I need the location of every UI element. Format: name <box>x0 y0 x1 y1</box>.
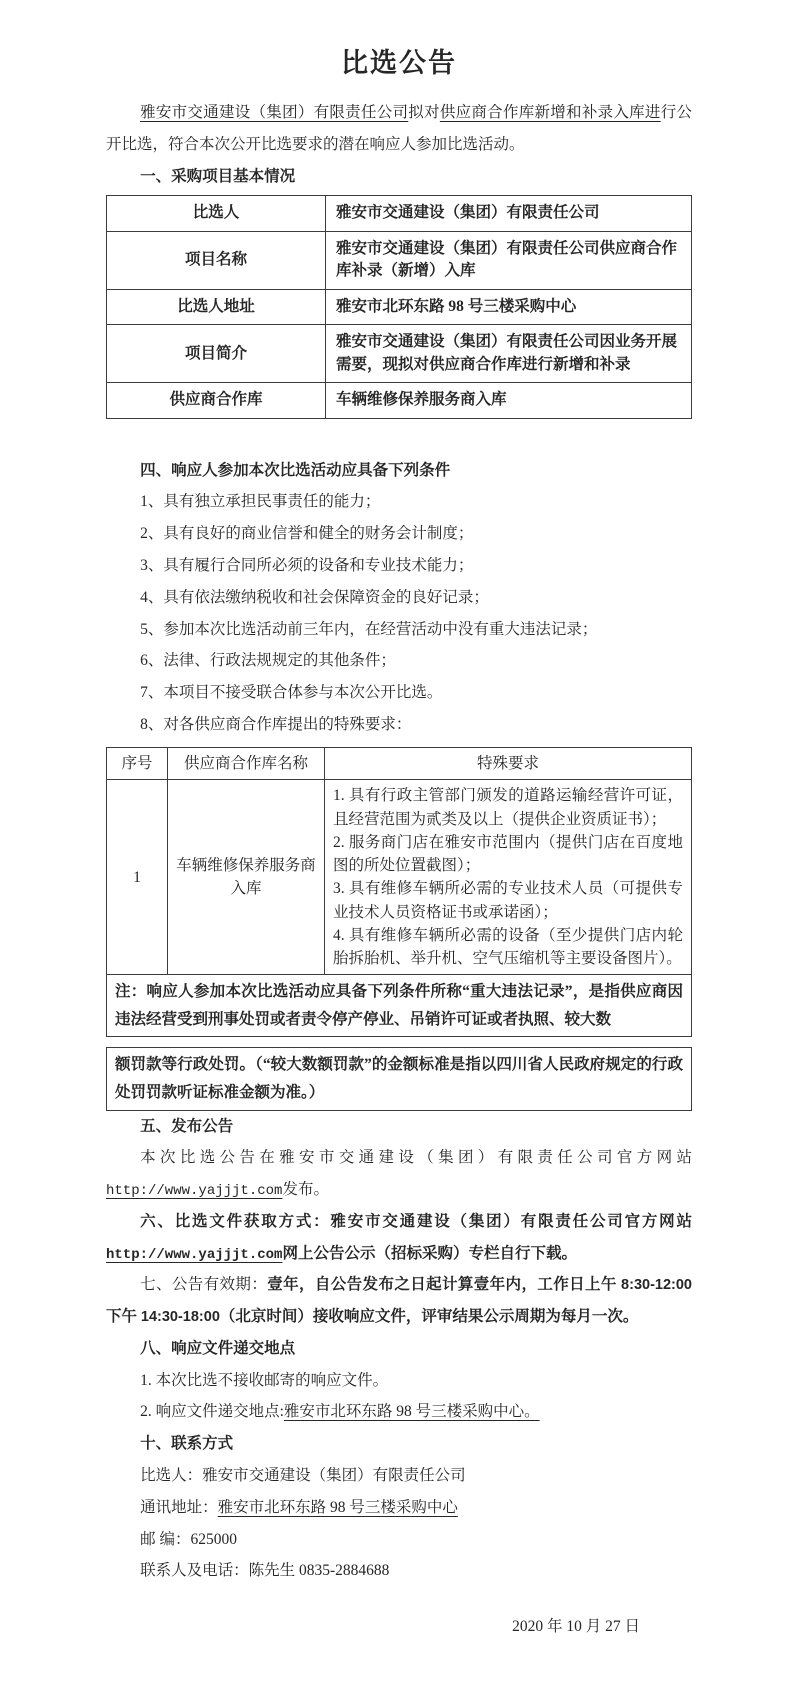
text-run: 供应商合作库新增和补录入库进 <box>439 104 661 122</box>
text-run: 2. 响应文件递交地点: <box>140 1403 284 1421</box>
requirements-cell <box>325 780 692 975</box>
table-row <box>107 325 692 383</box>
document-date: 2020 年 10 月 27 日 <box>512 1618 640 1636</box>
table-row <box>107 289 692 324</box>
header-cell-no: 序号 <box>107 747 168 780</box>
row-value: 雅安市北环东路 98 号三楼采购中心 <box>326 289 692 324</box>
library-name-cell: 车辆维修保养服务商入库 <box>168 780 325 975</box>
serial-cell: 1 <box>107 780 168 975</box>
section-heading-conditions: 四、响应人参加本次比选活动应具备下列条件 <box>140 461 451 479</box>
section-heading-delivery: 八、响应文件递交地点 <box>140 1339 296 1357</box>
note-box-part2: 额罚款等行政处罚。（“较大数额罚款”的金额标准是指以四川省人民政府规定的行政处罚罚款听证标准金额为准。） <box>106 1047 692 1110</box>
condition-item: 1、具有独立承担民事责任的能力； <box>140 493 381 511</box>
section-heading-basic-info: 一、采购项目基本情况 <box>140 167 296 185</box>
text-run: 雅安市交通建设（集团）有限责任公司 <box>140 104 409 122</box>
note-box-part1: 注：响应人参加本次比选活动应具备下列条件所称“重大违法记录”，是指供应商因违法经营受到刑事处罚或者责令停产停业、吊销许可证或者执照、较大数 <box>106 974 692 1037</box>
condition-item: 6、法律、行政法规规定的其他条件； <box>140 652 396 670</box>
text-run: 壹年，自公告发布之日起计算壹年内，工作日上午 <box>267 1276 622 1294</box>
row-label: 比选人地址 <box>107 289 326 324</box>
contact-line-address <box>106 1492 692 1524</box>
condition-item: 3、具有履行合同所必须的设备和专业技术能力； <box>140 556 474 574</box>
text-run: 本次比选公告在雅安市交通建设（集团）有限责任公司官方网站 <box>140 1149 692 1167</box>
project-info-table <box>106 195 692 418</box>
row-value: 车辆维修保养服务商入库 <box>326 383 692 418</box>
special-requirements-table <box>106 747 692 976</box>
table-row <box>107 383 692 418</box>
condition-item: 7、本项目不接受联合体参与本次公开比选。 <box>140 684 443 702</box>
document-acquisition-paragraph <box>106 1206 692 1270</box>
text-run: 比选人：雅安市交通建设（集团）有限责任公司 <box>140 1466 466 1484</box>
text-run: 雅安市北环东路 98 号三楼采购中心 <box>217 1498 458 1516</box>
text-run: 拟对 <box>408 104 440 122</box>
text-run: 1. 本次比选不接收邮寄的响应文件。 <box>140 1371 389 1389</box>
header-cell-requirements: 特殊要求 <box>325 747 692 780</box>
delivery-item <box>106 1365 692 1397</box>
header-cell-name: 供应商合作库名称 <box>168 747 325 780</box>
text-run: 8:30-12:00 <box>621 1277 692 1294</box>
text-run: 通讯地址： <box>140 1498 218 1516</box>
requirement-item: 3. 具有维修车辆所必需的专业技术人员（可提供专业技术人员资格证书或承诺函）； <box>333 880 683 921</box>
requirement-item: 4. 具有维修车辆所必需的设备（至少提供门店内轮胎拆胎机、举升机、空气压缩机等主要设备图片）。 <box>333 926 683 967</box>
row-label: 比选人 <box>107 196 326 231</box>
text-run: 发布。 <box>282 1181 329 1199</box>
section-spacer <box>106 419 692 455</box>
text-run: 六、比选文件获取方式：雅安市交通建设（集团）有限责任公司官方网站 <box>140 1212 692 1230</box>
contact-line-phone <box>106 1555 692 1587</box>
text-run: 邮 编：625000 <box>140 1530 237 1548</box>
contact-line-bidder <box>106 1460 692 1492</box>
publish-paragraph <box>106 1142 692 1206</box>
requirement-item: 2. 服务商门店在雅安市范围内（提供门店在百度地图的所处位置截图）； <box>333 833 683 874</box>
table-row <box>107 780 692 975</box>
text-run: 七、公告有效期： <box>140 1276 268 1294</box>
row-label: 项目名称 <box>107 231 326 289</box>
intro-paragraph <box>106 97 692 161</box>
requirement-item: 1. 具有行政主管部门颁发的道路运输经营许可证，且经营范围为贰类及以上（提供企业资质证书）； <box>333 787 683 828</box>
text-run: （北京时间）接收响应文件，评审结果公示周期为每月一次。 <box>219 1308 639 1326</box>
delivery-item <box>106 1396 692 1428</box>
text-run: 雅安市北环东路 98 号三楼采购中心。 <box>283 1403 540 1421</box>
validity-paragraph <box>106 1269 692 1333</box>
text-run: 联系人及电话：陈先生 0835-2884688 <box>140 1562 390 1580</box>
website-url: http://www.yajjjt.com <box>106 1183 283 1200</box>
table-row <box>107 231 692 289</box>
page-title: 比选公告 <box>341 48 457 78</box>
section-heading-publish: 五、发布公告 <box>140 1117 234 1135</box>
website-url: http://www.yajjjt.com <box>106 1246 283 1263</box>
text-run: 网上公告公示（招标采购）专栏自行下载。 <box>282 1244 577 1262</box>
contact-line-postcode <box>106 1524 692 1556</box>
row-value: 雅安市交通建设（集团）有限责任公司因业务开展需要，现拟对供应商合作库进行新增和补录 <box>326 325 692 383</box>
row-label: 项目简介 <box>107 325 326 383</box>
section-heading-contact: 十、联系方式 <box>140 1435 234 1453</box>
condition-item: 8、对各供应商合作库提出的特殊要求： <box>140 715 412 733</box>
condition-item: 5、参加本次比选活动前三年内，在经营活动中没有重大违法记录； <box>140 620 598 638</box>
table-header-row <box>107 747 692 780</box>
condition-item: 4、具有依法缴纳税收和社会保障资金的良好记录； <box>140 588 489 606</box>
condition-item: 2、具有良好的商业信誉和健全的财务会计制度； <box>140 525 474 543</box>
row-value: 雅安市交通建设（集团）有限责任公司 <box>326 196 692 231</box>
table-row <box>107 196 692 231</box>
text-run: 行公开比选，符合本次公开比选要求的潜在响应人参加比选活动。 <box>106 104 692 153</box>
row-value: 雅安市交通建设（集团）有限责任公司供应商合作库补录（新增）入库 <box>326 231 692 289</box>
row-label: 供应商合作库 <box>107 383 326 418</box>
text-run: 下午 <box>106 1308 141 1326</box>
text-run: 14:30-18:00 <box>140 1309 220 1326</box>
